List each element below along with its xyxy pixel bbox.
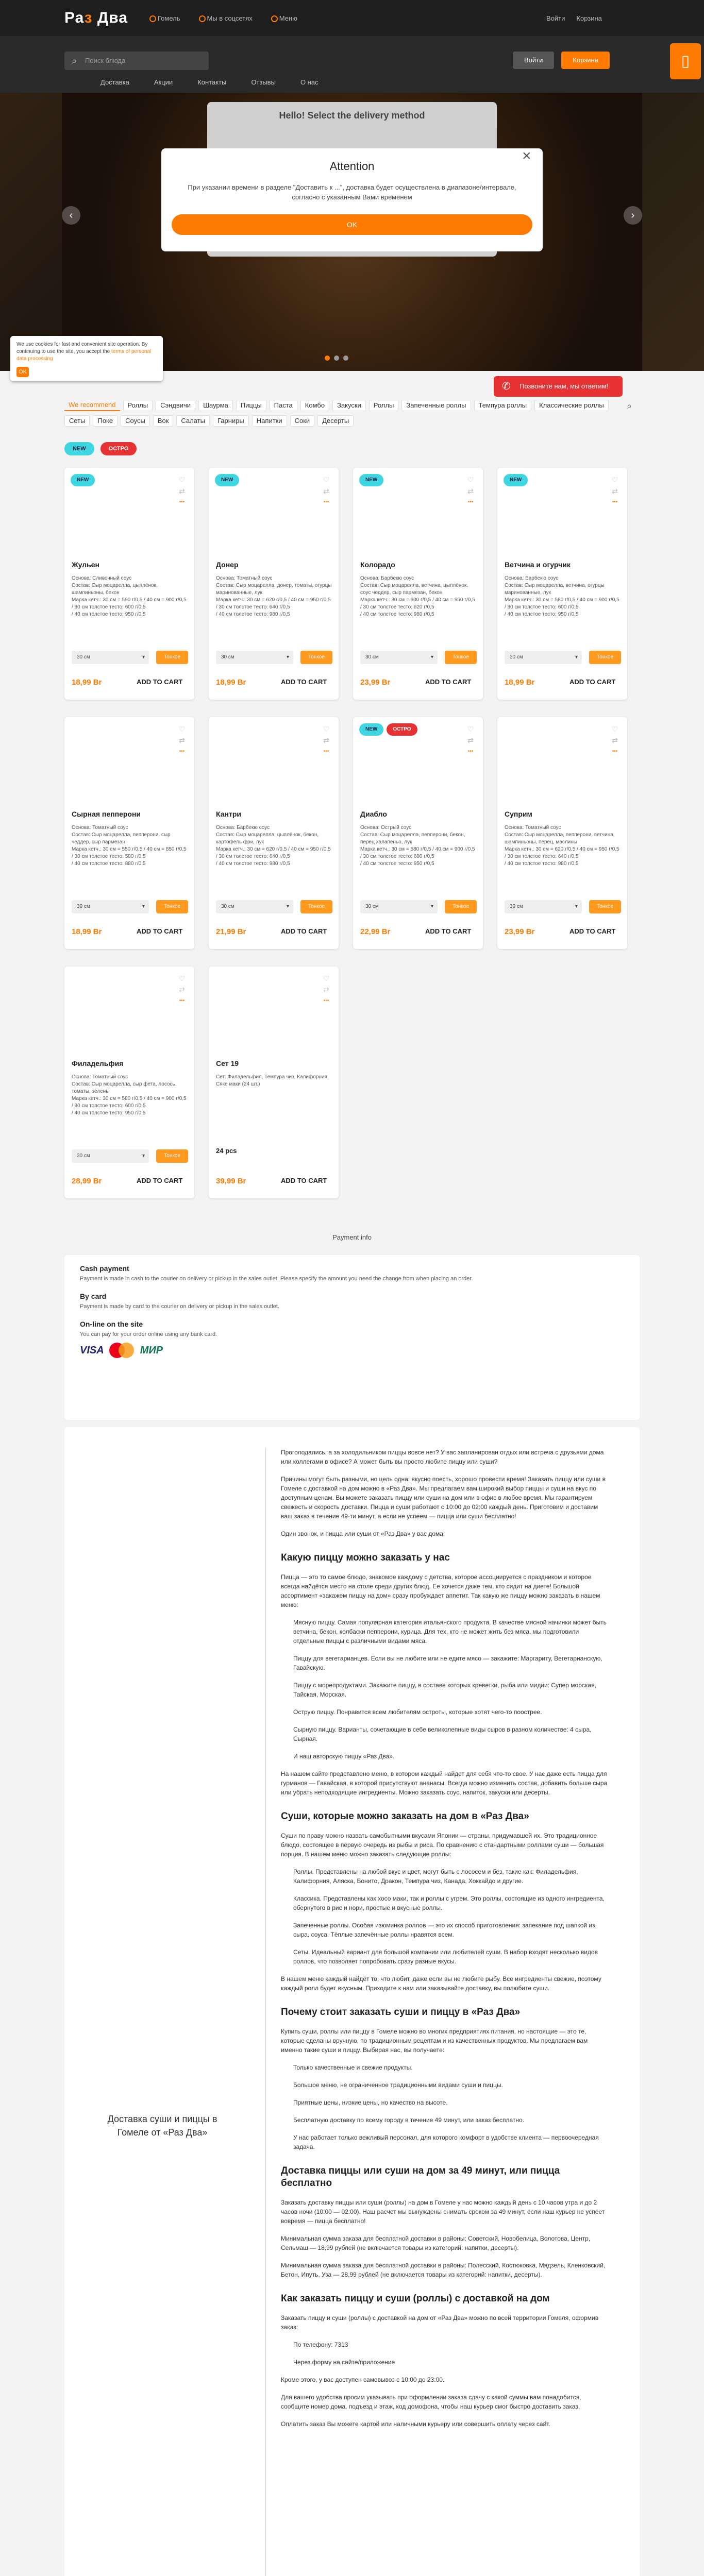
seo-paragraph: Через форму на сайте/приложение bbox=[293, 2359, 395, 2366]
seo-paragraph: Суши по праву можно назвать самобытными вкусами Японии — страны, придумавшей их. Это традиционное блюдо, состоящее в первую очередь из рыбы и риса. По сравнению с стандартными роллами суши — большая порция. В нашем меню можно заказать следующие роллы: bbox=[281, 1832, 604, 1858]
category-tab[interactable]: Запеченные роллы bbox=[401, 400, 471, 411]
payment-text: You can pay for your order online using any bank card. bbox=[80, 1331, 217, 1337]
product-description: Основа: Барбекю соус Состав: Сыр моцарелла, цыплёнок, бекон, картофель фри, лук Марка кетч.: 30 см = 620 г/0,5 / 40 см = 950 г/0,5 / 30 см толстое тесто: 640 г/0,5 / 40 см толстое тесто: 980 г/0,5 bbox=[216, 825, 331, 867]
category-tab[interactable]: Напитки bbox=[252, 415, 287, 427]
cookie-terms-link[interactable]: terms of personal data processing bbox=[16, 349, 152, 362]
badge: NEW bbox=[71, 474, 95, 486]
product-card[interactable] bbox=[353, 468, 483, 700]
top-right bbox=[546, 14, 602, 22]
size-row bbox=[360, 651, 477, 666]
badges bbox=[215, 474, 239, 486]
size-select[interactable]: 30 см ▾ bbox=[216, 651, 293, 664]
badges bbox=[359, 474, 383, 486]
product-price: 28,99 Br bbox=[72, 1177, 102, 1185]
card-actions bbox=[464, 474, 477, 508]
crust-select[interactable]: Тонкое bbox=[156, 1149, 188, 1163]
crust-select[interactable]: Тонкое bbox=[300, 900, 332, 913]
seo-paragraph: Для вашего удобства просим указывать при оформлении заказа сдачу с какой суммы вам понадобится, сообщите номер дома, подъезд и этаж, код домофона, чтобы наш курьер смог быстро доставить заказ. bbox=[281, 2394, 581, 2410]
category-tab[interactable]: Сэндвичи bbox=[156, 400, 195, 411]
seo-text bbox=[281, 1448, 611, 2437]
product-price: 21,99 Br bbox=[216, 927, 246, 936]
seo-section bbox=[64, 1427, 640, 2576]
category-tab[interactable]: Закуски bbox=[332, 400, 366, 411]
card-actions bbox=[176, 973, 188, 1007]
size-select[interactable]: 30 см ▾ bbox=[72, 900, 149, 913]
city-link[interactable]: Гомель bbox=[149, 14, 180, 22]
payment-online bbox=[80, 1320, 624, 1358]
heart-icon[interactable]: ♡ bbox=[178, 974, 186, 982]
product-name[interactable]: Диабло bbox=[360, 810, 387, 818]
payment-info-title: Payment info bbox=[332, 1233, 372, 1241]
badge: NEW bbox=[504, 474, 528, 486]
category-tab[interactable]: Классические роллы bbox=[534, 400, 609, 411]
login-link[interactable]: Войти bbox=[546, 14, 565, 22]
product-description: Основа: Сливочный соус Состав: Сыр моцарелла, цыплёнок, шампиньоны, бекон Марка кетч.: 30 см = 590 г/0,5 / 40 см = 900 г/0,5 / 30 см толстое тесто: 600 г/0,5 / 40 см толстое тесто: 950 г/0,5 bbox=[72, 575, 187, 617]
product-card[interactable] bbox=[64, 468, 194, 700]
category-tab[interactable]: Гарниры bbox=[213, 415, 249, 427]
heart-icon[interactable]: ♡ bbox=[178, 725, 186, 733]
seo-paragraph: Проголодались, а за холодильником пиццы вовсе нет? У вас запланирован отдых или встреча с друзьями дома или коллегами в офисе? А может быть вы просто любите пиццу или суши? bbox=[281, 1449, 604, 1465]
category-tab[interactable]: Пиццы bbox=[236, 400, 266, 411]
callback-button[interactable]: ✆ Позвоните нам, мы ответим! bbox=[494, 376, 623, 397]
category-tab[interactable]: Соки bbox=[290, 415, 315, 427]
chevron-left-icon[interactable]: ‹ bbox=[62, 206, 80, 225]
product-name[interactable]: Донер bbox=[216, 561, 239, 569]
pieces-count: 24 pcs bbox=[216, 1147, 237, 1155]
product-name[interactable]: Жульен bbox=[72, 561, 99, 569]
badge: NEW bbox=[359, 723, 383, 736]
size-select[interactable]: 30 см ▾ bbox=[505, 900, 582, 913]
product-card[interactable] bbox=[353, 717, 483, 949]
badge: ОСТРО bbox=[387, 723, 417, 736]
product-card[interactable] bbox=[497, 717, 627, 949]
close-icon[interactable]: × bbox=[522, 147, 531, 164]
share-icon[interactable]: ⇄ bbox=[612, 487, 618, 495]
menu-link[interactable]: Меню bbox=[271, 14, 297, 22]
social-link[interactable]: Мы в соцсетях bbox=[199, 14, 253, 22]
more-icon[interactable]: ••• bbox=[467, 499, 474, 505]
cookie-banner bbox=[10, 336, 163, 381]
seo-paragraph: Пицца — это то самое блюдо, знакомое каждому с детства, которое ассоциируется с праздником и которое всегда найдётся место на столе среди других блюд. Ее хочется даже тем, кто сидит на диете! Большой ассортимент «закажем пиццу на дом» сразу пробуждает аппетит. Так какую же пиццу можно заказать в нашем меню: bbox=[281, 1573, 600, 1608]
add-to-cart-button[interactable]: ADD TO CART bbox=[281, 1177, 327, 1184]
product-description: Основа: Острый соус Состав: Сыр моцарелла, пепперони, бекон, перец халапеньо, лук Марка кетч.: 30 см = 580 г/0,5 / 40 см = 900 г/0,5 / 30 см толстое тесто: 600 г/0,5 / 40 см толстое тесто: 950 г/0,5 bbox=[360, 825, 475, 867]
cookie-ok-button[interactable]: OK bbox=[16, 367, 29, 377]
size-row bbox=[72, 900, 188, 916]
size-row bbox=[360, 900, 477, 916]
cart-link[interactable]: Корзина bbox=[576, 14, 602, 22]
seo-paragraph: В нашем меню каждый найдёт то, что любит, даже если вы не любите рыбу. Все ингредиенты свежие, поэтому каждый ролл будет вкусным. Приходите к нам или заказывайте доставку, вы полюбите суши. bbox=[281, 1975, 601, 1992]
ok-button[interactable]: OK bbox=[172, 214, 532, 235]
badge: NEW bbox=[215, 474, 239, 486]
more-icon[interactable]: ••• bbox=[323, 998, 329, 1004]
delivery-modal-title: Hello! Select the delivery method bbox=[279, 110, 425, 121]
add-to-cart-button[interactable]: ADD TO CART bbox=[569, 678, 616, 686]
seo-paragraph: Пиццу для вегетарианцев. Если вы не любите или не едите мясо — закажите: Маргариту, Вегетарианскую, Гавайскую. bbox=[293, 1655, 602, 1671]
seo-paragraph: Большое меню, не ограниченное традиционными видами суши и пиццы. bbox=[293, 2081, 503, 2089]
product-card[interactable] bbox=[64, 967, 194, 1198]
add-to-cart-button[interactable]: ADD TO CART bbox=[281, 927, 327, 935]
size-row bbox=[505, 651, 621, 666]
product-price: 23,99 Br bbox=[360, 678, 391, 687]
filter-pills bbox=[64, 442, 137, 455]
seo-heading: Как заказать пиццу и суши (роллы) с доставкой на дом bbox=[281, 2293, 550, 2304]
seo-paragraph: Кроме этого, у вас доступен самовывоз с 10:00 до 23:00. bbox=[281, 2376, 445, 2383]
seo-paragraph: Пиццу с морепродуктами. Закажите пиццу, в составе которых креветки, рыба или мидии: Супер морская, Тайская, Морская. bbox=[293, 1682, 596, 1698]
heart-icon[interactable]: ♡ bbox=[467, 476, 474, 484]
payment-title: Cash payment bbox=[80, 1264, 129, 1273]
product-price: 18,99 Br bbox=[72, 678, 102, 687]
size-select[interactable]: 30 см ▾ bbox=[360, 900, 438, 913]
seo-paragraph: Заказать пиццу и суши (роллы) с доставкой на дом от «Раз Два» можно по всей территории Гомеля, оформив заказ: bbox=[281, 2314, 599, 2331]
top-header bbox=[0, 0, 704, 36]
share-icon[interactable]: ⇄ bbox=[323, 986, 329, 994]
nav-item[interactable]: О нас bbox=[300, 78, 319, 86]
card-actions bbox=[320, 723, 332, 757]
category-tab[interactable]: Шаурма bbox=[198, 400, 233, 411]
more-icon[interactable]: ••• bbox=[323, 749, 329, 754]
add-to-cart-button[interactable]: ADD TO CART bbox=[281, 678, 327, 686]
product-description: Основа: Барбекю соус Состав: Сыр моцарелла, ветчина, огурцы маринованные, лук Марка кетч.: 30 см = 580 г/0,5 / 40 см = 900 г/0,5 / 30 см толстое тесто: 600 г/0,5 / 40 см толстое тесто: 950 г/0,5 bbox=[505, 575, 619, 617]
filter-spicy[interactable]: ОСТРО bbox=[100, 442, 137, 455]
seo-paragraph: Оплатить заказ Вы можете картой или наличными курьеру или совершить оплату через сайт. bbox=[281, 2420, 550, 2428]
category-tab[interactable]: Роллы bbox=[369, 400, 399, 411]
share-icon[interactable]: ⇄ bbox=[323, 487, 329, 495]
size-row bbox=[72, 1149, 188, 1165]
category-tab[interactable]: Роллы bbox=[123, 400, 153, 411]
seo-heading: Почему стоит заказать суши и пиццу в «Раз Два» bbox=[281, 2007, 521, 2018]
card-actions bbox=[320, 474, 332, 508]
divider bbox=[265, 1448, 266, 2576]
card-actions bbox=[176, 723, 188, 757]
product-name[interactable]: Сет 19 bbox=[216, 1059, 239, 1067]
size-row bbox=[505, 900, 621, 916]
category-tab[interactable]: Поке bbox=[93, 415, 118, 427]
product-card[interactable] bbox=[64, 717, 194, 949]
product-name[interactable]: Кантри bbox=[216, 810, 241, 818]
share-icon[interactable]: ⇄ bbox=[612, 736, 618, 744]
product-price: 23,99 Br bbox=[505, 927, 535, 936]
heart-icon[interactable]: ♡ bbox=[323, 725, 330, 733]
more-icon[interactable]: ••• bbox=[612, 499, 618, 505]
heart-icon[interactable]: ♡ bbox=[467, 725, 474, 733]
header-buttons bbox=[513, 52, 610, 69]
product-name[interactable]: Ветчина и огурчик bbox=[505, 561, 571, 569]
floating-cart-button[interactable] bbox=[670, 43, 701, 79]
size-select[interactable]: 30 см ▾ bbox=[72, 1149, 149, 1163]
card-actions bbox=[609, 723, 621, 757]
search-icon[interactable]: ⌕ bbox=[627, 401, 632, 411]
badges bbox=[71, 474, 95, 486]
payment-text: Payment is made by card to the courier on delivery or pickup in the sales outlet. bbox=[80, 1303, 280, 1310]
category-tab[interactable]: Паста bbox=[270, 400, 297, 411]
product-description: Основа: Томатный соус Состав: Сыр моцарелла, пепперони, сыр чеддер, сыр пармезан Марка кетч.: 30 см = 550 г/0,5 / 40 см = 850 г/0,5 / 30 см толстое тесто: 580 г/0,5 / 40 см толстое тесто: 880 г/0,5 bbox=[72, 825, 187, 867]
category-tab[interactable]: Салаты bbox=[176, 415, 210, 427]
badge: NEW bbox=[359, 474, 383, 486]
slider-dots bbox=[325, 355, 348, 361]
seo-paragraph: Причины могут быть разными, но цель одна: вкусно поесть, хорошо провести время! Заказать пиццу или суши в Гомеле с доставкой на дом можно в «Раз Два». Мы предлагаем вам широкий выбор пиццы и суши на вкус по доступным ценам. Вы можете заказать пиццу или суши на дом или в офис в любое время. Мы гарантируем свежесть и скорость доставки. Пицца и суши работают с 10:00 до 02:00 каждый день. Приготовим и доставим ваш заказ в течение 49-ти минут, а если не успеем — пицца или суши бесплатно! bbox=[281, 1476, 606, 1520]
seo-paragraph: Классика. Представлены как хосо маки, так и роллы с угрем. Это роллы, состоящие из одного ингредиента, обернутого в рис и нори, простые и вкусные роллы. bbox=[293, 1895, 605, 1911]
payment-title: On-line on the site bbox=[80, 1320, 143, 1328]
size-select[interactable]: 30 см ▾ bbox=[505, 651, 582, 664]
add-to-cart-button[interactable]: ADD TO CART bbox=[137, 927, 183, 935]
heart-icon[interactable]: ♡ bbox=[178, 476, 186, 484]
slider-dot[interactable] bbox=[325, 355, 330, 361]
card-actions bbox=[464, 723, 477, 757]
more-icon[interactable]: ••• bbox=[179, 499, 185, 505]
category-tab[interactable]: Темпура роллы bbox=[474, 400, 532, 411]
seo-paragraph: У нас работает только вежливый персонал, для которого комфорт в удобстве клиента — первоочередная задача. bbox=[293, 2134, 599, 2150]
product-card[interactable] bbox=[497, 468, 627, 700]
size-select[interactable]: 30 см ▾ bbox=[360, 651, 438, 664]
product-price: 18,99 Br bbox=[72, 927, 102, 936]
seo-paragraph: На нашем сайте представлено меню, в котором каждый найдет для себя что-то свое. У нас даже есть пицца для гурманов — Гавайская, в которой присутствуют ананасы. Всегда можно изменить состав, добавить больше сыра или убрать неподходящие ингредиенты. Можно заказать соус, напиток, закуски или десерты. bbox=[281, 1770, 608, 1796]
badges bbox=[359, 723, 417, 736]
cookie-text: We use cookies for fast and convenient site operation. By continuing to use the site, you accept the bbox=[16, 342, 148, 354]
seo-paragraph: Только качественные и свежие продукты. bbox=[293, 2064, 413, 2071]
filter-new[interactable]: NEW bbox=[64, 442, 94, 455]
product-name[interactable]: Сырная пепперони bbox=[72, 810, 141, 818]
product-price: 18,99 Br bbox=[216, 678, 246, 687]
seo-paragraph: Сеты. Идеальный вариант для большой компании или любителей суши. В набор входят несколько видов роллов, что позволяет попробовать сразу разные вкусы. bbox=[293, 1948, 598, 1965]
share-icon[interactable]: ⇄ bbox=[323, 736, 329, 744]
category-tab[interactable]: Десерты bbox=[317, 415, 354, 427]
heart-icon[interactable]: ♡ bbox=[323, 476, 330, 484]
product-name[interactable]: Суприм bbox=[505, 810, 532, 818]
product-card[interactable] bbox=[209, 468, 339, 700]
seo-paragraph: Один звонок, и пицца или суши от «Раз Два» у вас дома! bbox=[281, 1530, 445, 1537]
more-icon[interactable]: ••• bbox=[467, 749, 474, 754]
size-row bbox=[72, 651, 188, 666]
product-price: 22,99 Br bbox=[360, 927, 391, 936]
heart-icon[interactable]: ♡ bbox=[611, 725, 618, 733]
nav-item[interactable]: Контакты bbox=[197, 78, 227, 86]
add-to-cart-button[interactable]: ADD TO CART bbox=[137, 1177, 183, 1184]
cart-button[interactable]: Корзина bbox=[561, 52, 610, 69]
crust-select[interactable]: Тонкое bbox=[445, 651, 477, 664]
size-row bbox=[216, 900, 332, 916]
add-to-cart-button[interactable]: ADD TO CART bbox=[425, 927, 472, 935]
product-price: 18,99 Br bbox=[505, 678, 535, 687]
size-row bbox=[216, 651, 332, 666]
share-icon[interactable]: ⇄ bbox=[179, 487, 185, 495]
nav-item[interactable]: Акции bbox=[154, 78, 173, 86]
more-icon[interactable]: ••• bbox=[179, 998, 185, 1004]
payment-info bbox=[64, 1255, 640, 1420]
card-actions bbox=[320, 973, 332, 1007]
nav-item[interactable]: Доставка bbox=[100, 78, 129, 86]
share-icon[interactable]: ⇄ bbox=[179, 986, 185, 994]
crust-select[interactable]: Тонкое bbox=[589, 651, 621, 664]
seo-paragraph: Заказать доставку пиццы или суши (роллы) на дом в Гомеле у нас можно каждый день с 10 часов утра и до 2 часов ночи (10:00 — 02:00). Наш расчет мы вынуждены снимать сроком за 49 минут, если наш курьер не успеет вовремя — пицца бесплатно! bbox=[281, 2199, 605, 2225]
payment-title: By card bbox=[80, 1292, 107, 1300]
attention-modal bbox=[161, 148, 543, 251]
crust-select[interactable]: Тонкое bbox=[589, 900, 621, 913]
product-description: Сет: Филадельфия, Темпура чиз, Калифорния, Сяке маки (24 шт.) bbox=[216, 1074, 329, 1087]
slider-dot[interactable] bbox=[343, 355, 348, 361]
visa-icon: VISA bbox=[80, 1344, 104, 1356]
seo-paragraph: Роллы. Представлены на любой вкус и цвет, могут быть с лососем и без, такие как: Филадельфия, Калифорния, Аляска, Бонито, Дракон, Темпура чиз, Канада, Хоккайдо и другие. bbox=[293, 1868, 578, 1885]
product-card[interactable] bbox=[209, 967, 339, 1198]
attention-text: При указании времени в разделе "Доставить к ...", доставка будет осуществлена в диапазоне/интервале, согласно с указанным Вами временем bbox=[188, 183, 516, 201]
heart-icon[interactable]: ♡ bbox=[323, 974, 330, 982]
more-icon[interactable]: ••• bbox=[179, 749, 185, 754]
seo-heading: Какую пиццу можно заказать у нас bbox=[281, 1552, 450, 1563]
search-input[interactable]: ⌕ Поиск блюда bbox=[64, 52, 209, 70]
heart-icon[interactable]: ♡ bbox=[611, 476, 618, 484]
more-icon[interactable]: ••• bbox=[323, 499, 329, 505]
share-icon[interactable]: ⇄ bbox=[179, 736, 185, 744]
category-tab[interactable]: Соусы bbox=[121, 415, 150, 427]
attention-title: Attention bbox=[329, 160, 375, 173]
payment-text: Payment is made in cash to the courier on delivery or pickup in the sales outlet. Please specify the amount you need the change from when placing an order. bbox=[80, 1276, 473, 1282]
size-select[interactable]: 30 см ▾ bbox=[216, 900, 293, 913]
slider-dot[interactable] bbox=[334, 355, 339, 361]
card-actions bbox=[609, 474, 621, 508]
category-tab[interactable]: We recommend bbox=[64, 400, 120, 411]
product-card[interactable] bbox=[209, 717, 339, 949]
payment-cash bbox=[80, 1264, 624, 1282]
product-price: 39,99 Br bbox=[216, 1177, 246, 1185]
seo-paragraph: По телефону: 7313 bbox=[293, 2341, 348, 2348]
mir-icon: МИР bbox=[140, 1344, 163, 1356]
seo-paragraph: Сырную пиццу. Варианты, сочетающие в себе великолепные виды сыров в разном количестве: 4 сыра, Сырная. bbox=[293, 1726, 592, 1742]
seo-paragraph: И наш авторскую пиццу «Раз Два». bbox=[293, 1753, 395, 1760]
seo-paragraph: Приятные цены, низкие цены, но качество на высоте. bbox=[293, 2099, 448, 2106]
product-name[interactable]: Филадельфия bbox=[72, 1059, 124, 1067]
more-icon[interactable]: ••• bbox=[612, 749, 618, 754]
share-icon[interactable]: ⇄ bbox=[467, 736, 474, 744]
payment-logos bbox=[80, 1343, 624, 1358]
login-button[interactable]: Войти bbox=[513, 52, 554, 69]
chevron-right-icon[interactable]: › bbox=[624, 206, 642, 225]
seo-paragraph: Мясную пиццу. Самая популярная категория итальянского продукта. В качестве мясной начинки может быть ветчина, бекон, колбаски пепперони, курица. Для тех, кто не может жить без мяса, мы подготовили отдельные пиццы с различными видами мяса. bbox=[293, 1619, 607, 1645]
product-description: Основа: Томатный соус Состав: Сыр моцарелла, донер, томаты, огурцы маринованные, лук Марка кетч.: 30 см = 620 г/0,5 / 40 см = 950 г/0,5 / 30 см толстое тесто: 640 г/0,5 / 40 см толстое тесто: 980 г/0,5 bbox=[216, 575, 332, 617]
product-description: Основа: Томатный соус Состав: Сыр моцарелла, сыр фета, лосось, томаты, зелень Марка кетч.: 30 см = 580 г/0,5 / 40 см = 900 г/0,5 / 30 см толстое тесто: 600 г/0,5 / 40 см толстое тесто: 950 г/0,5 bbox=[72, 1074, 187, 1116]
badges bbox=[504, 474, 528, 486]
crust-select[interactable]: Тонкое bbox=[156, 900, 188, 913]
seo-paragraph: Купить суши, роллы или пиццу в Гомеле можно во многих предприятиях питания, но настоящие — это те, которые сделаны вручную, по традиционным рецептам и из качественных продуктов. Мы предлагаем вам именно такие суши и пиццу. Выбирая нас, вы получаете: bbox=[281, 2028, 588, 2054]
nav-item[interactable]: Отзывы bbox=[251, 78, 276, 86]
seo-heading: Суши, которые можно заказать на дом в «Раз Два» bbox=[281, 1811, 529, 1822]
category-tab[interactable]: Сеты bbox=[64, 415, 90, 427]
mastercard-icon bbox=[109, 1343, 135, 1358]
seo-paragraph: Минимальная сумма заказа для бесплатной доставки в районы: Полесский, Костюковка, Мядзель, Кленковский, Бетон, Ипуть, Уза — 28,99 рублей (не включается товары из категорий: напитки, десерты). bbox=[281, 2262, 606, 2278]
seo-paragraph: Бесплатную доставку по всему городу в течение 49 минут, или заказ бесплатно. bbox=[293, 2116, 525, 2124]
main-nav bbox=[100, 78, 319, 86]
seo-title: Доставка суши и пиццы в Гомеле от «Раз Два» bbox=[107, 2114, 217, 2138]
crust-select[interactable]: Тонкое bbox=[300, 651, 332, 664]
card-actions bbox=[176, 474, 188, 508]
category-tab[interactable]: Вок bbox=[153, 415, 174, 427]
crust-select[interactable]: Тонкое bbox=[445, 900, 477, 913]
add-to-cart-button[interactable]: ADD TO CART bbox=[569, 927, 616, 935]
product-description: Основа: Томатный соус Состав: Сыр моцарелла, пепперони, ветчина, шампиньоны, перец, маслины Марка кетч.: 30 см = 620 г/0,5 / 40 см = 950 г/0,5 / 30 см толстое тесто: 640 г/0,5 / 40 см толстое тесто: 980 г/0,5 bbox=[505, 825, 619, 867]
seo-paragraph: Запеченные роллы. Особая изюминка роллов — это их способ приготовления: запекание под шапкой из сыра, соуса. Тёплые запечённые роллы нравятся всем. bbox=[293, 1922, 595, 1938]
product-name[interactable]: Колорадо bbox=[360, 561, 395, 569]
add-to-cart-button[interactable]: ADD TO CART bbox=[425, 678, 472, 686]
size-select[interactable]: 30 см ▾ bbox=[72, 651, 149, 664]
logo[interactable]: Раз Два bbox=[64, 9, 128, 26]
seo-heading: Доставка пиццы или суши на дом за 49 минут, или пицца бесплатно bbox=[281, 2165, 560, 2189]
top-links bbox=[149, 14, 297, 22]
share-icon[interactable]: ⇄ bbox=[467, 487, 474, 495]
cart-icon: ▯ bbox=[681, 53, 690, 70]
add-to-cart-button[interactable]: ADD TO CART bbox=[137, 678, 183, 686]
payment-card bbox=[80, 1292, 624, 1310]
category-tabs bbox=[64, 400, 640, 431]
category-tab[interactable]: Комбо bbox=[300, 400, 329, 411]
seo-paragraph: Острую пиццу. Понравится всем любителям остроты, которые хотят чего-то поострее. bbox=[293, 1708, 542, 1716]
seo-paragraph: Минимальная сумма заказа для бесплатной доставки в районы: Советский, Новобелица, Волотова, Центр, Сельмаш — 18,99 рублей (не включается товары из категорий: напитки, десерты). bbox=[281, 2235, 591, 2251]
product-description: Основа: Барбекю соус Состав: Сыр моцарелла, ветчина, цыплёнок, соус чеддер, сыр пармезан, бекон Марка кетч.: 30 см = 600 г/0,5 / 40 см = 950 г/0,5 / 30 см толстое тесто: 620 г/0,5 / 40 см толстое тесто: 980 г/0,5 bbox=[360, 575, 475, 617]
crust-select[interactable]: Тонкое bbox=[156, 651, 188, 664]
